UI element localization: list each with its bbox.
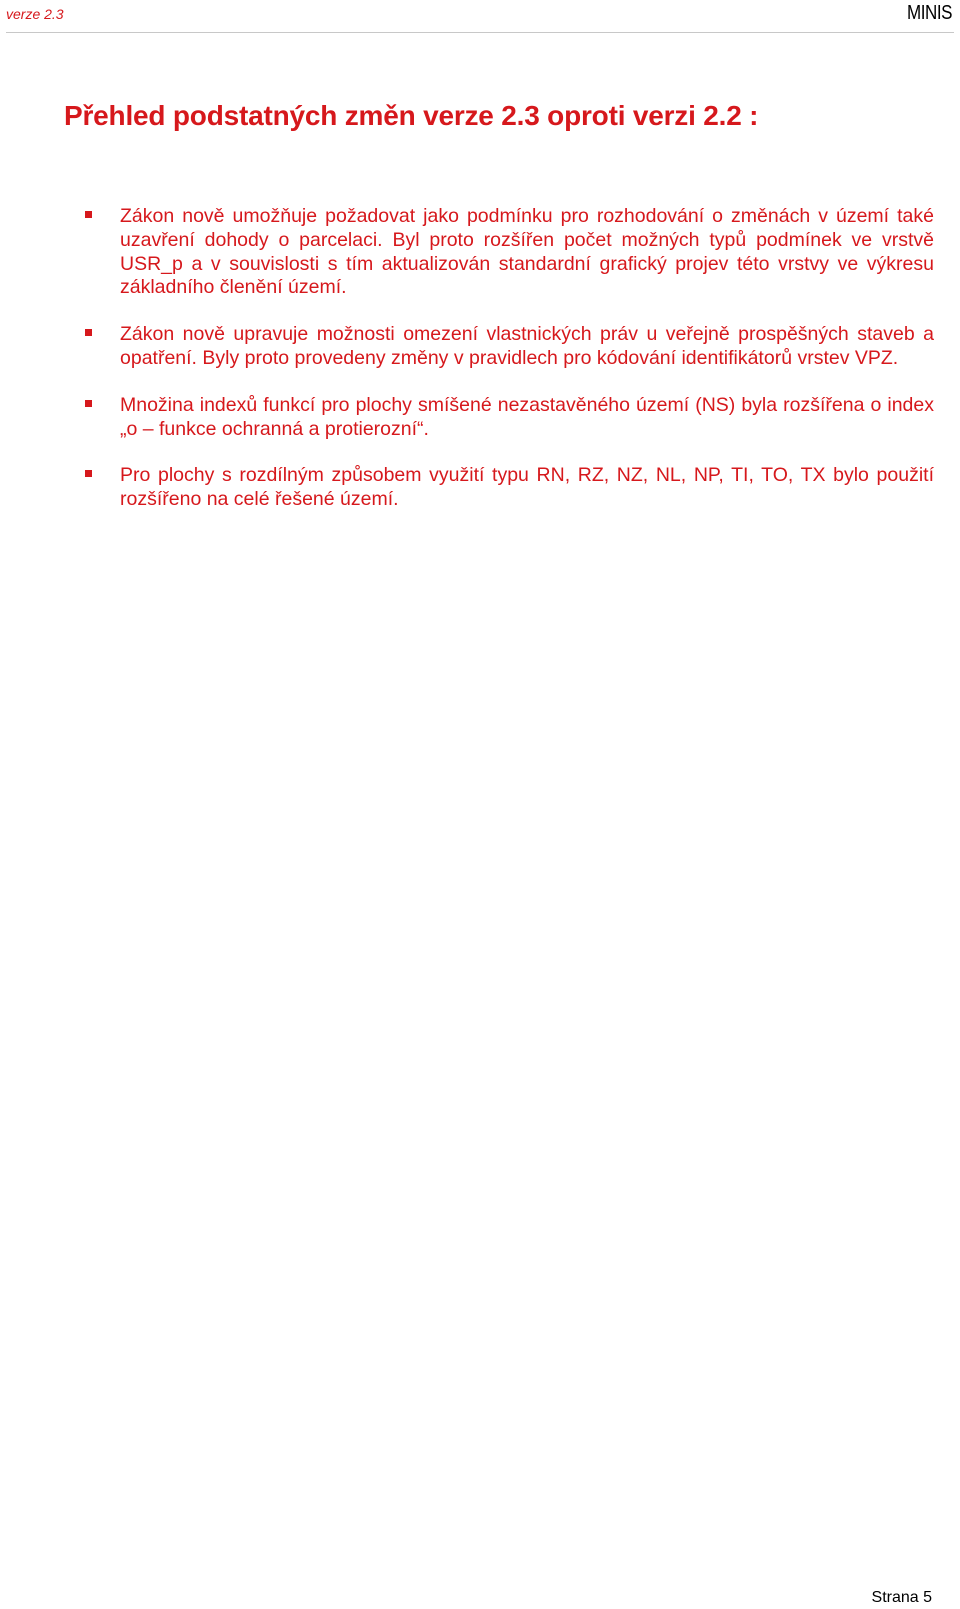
change-item-text: Pro plochy s rozdílným způsobem využití typu RN, RZ, NZ, NL, NP, TI, TO, TX bylo použití rozšířeno na celé řešené území. [120, 464, 934, 511]
square-bullet-icon [85, 211, 92, 218]
page-header [6, 0, 954, 33]
change-item-text: Množina indexů funkcí pro plochy smíšené nezastavěného území (NS) byla rozšířena o index „o – funkce ochranná a protierozní“. [120, 393, 934, 440]
square-bullet-icon [85, 329, 92, 336]
page-number: Strana 5 [871, 1589, 932, 1606]
change-list-item [120, 205, 934, 300]
brand-logo-text: MINIS [906, 2, 952, 24]
change-list-item [120, 464, 934, 512]
change-item-text: Zákon nově umožňuje požadovat jako podmínku pro rozhodování o změnách v území také uzavření dohody o parcelaci. Byl proto rozšířen počet možných typů podmínek ve vrstvě USR_p a v souvislosti s tím aktualizován standardní grafický projev této vrstvy ve výkresu základního členění území. [120, 205, 934, 299]
document-title: Přehled podstatných změn verze 2.3 oproti verzi 2.2 : [64, 100, 759, 131]
square-bullet-icon [85, 400, 92, 407]
change-list-item [120, 394, 934, 442]
change-item-text: Zákon nově upravuje možnosti omezení vlastnických práv u veřejně prospěšných staveb a opatření. Byly proto provedeny změny v pravidlech pro kódování identifikátorů vrstev VPZ. [120, 323, 934, 369]
change-list-item [120, 323, 934, 371]
change-list [0, 205, 960, 512]
square-bullet-icon [85, 470, 92, 477]
version-label: verze 2.3 [6, 6, 64, 22]
